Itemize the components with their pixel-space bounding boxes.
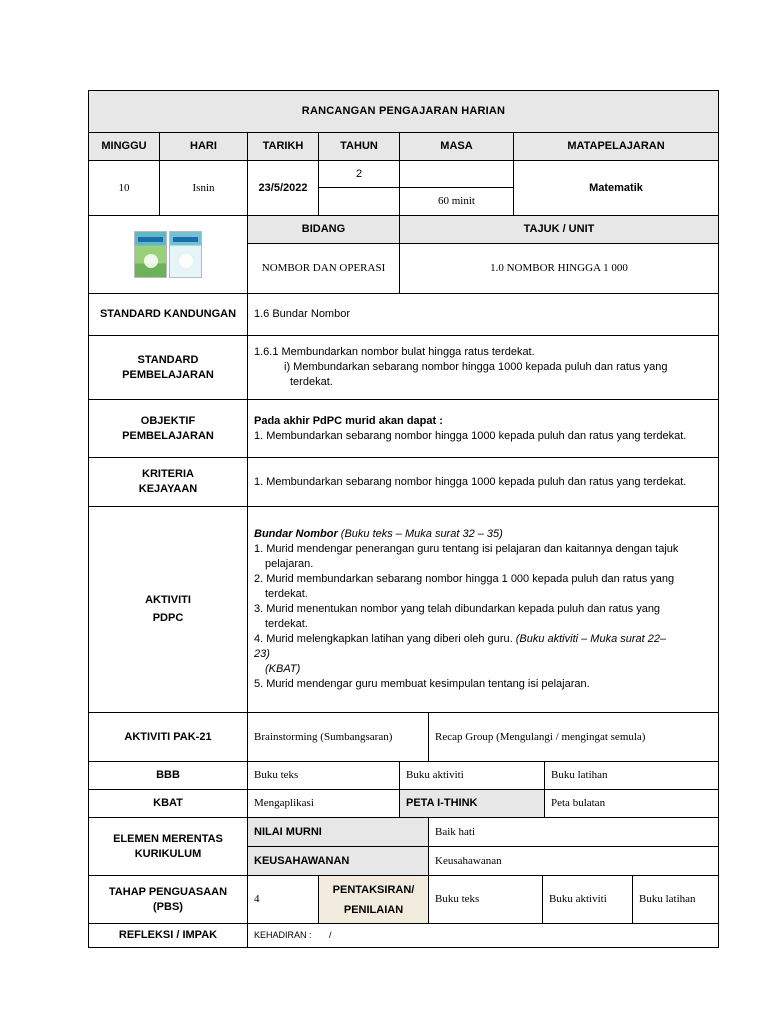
tahun-header: TAHUN xyxy=(319,133,400,161)
pak21-left: Brainstorming (Sumbangsaran) xyxy=(248,713,429,762)
bidang-value: NOMBOR DAN OPERASI xyxy=(248,244,400,294)
tajuk-header: TAJUK / UNIT xyxy=(400,216,719,244)
pbs-item-2: Buku aktiviti xyxy=(543,876,633,924)
tajuk-value: 1.0 NOMBOR HINGGA 1 000 xyxy=(400,244,719,294)
book-covers xyxy=(89,216,248,294)
bbb-label: BBB xyxy=(89,762,248,790)
pentaksiran-label: PENTAKSIRAN/ PENILAIAN xyxy=(319,876,429,924)
pak21-label: AKTIVITI PAK-21 xyxy=(89,713,248,762)
pak21-right: Recap Group (Mengulangi / mengingat semula) xyxy=(429,713,719,762)
nilai-murni-label: NILAI MURNI xyxy=(248,818,429,847)
tahap-value: 4 xyxy=(248,876,319,924)
minggu-value: 10 xyxy=(89,161,160,216)
aktiviti-label: AKTIVITI PDPC xyxy=(89,507,248,713)
emk-label: ELEMEN MERENTAS KURIKULUM xyxy=(89,818,248,876)
matapelajaran-header: MATAPELAJARAN xyxy=(514,133,719,161)
bbb-item-2: Buku aktiviti xyxy=(400,762,545,790)
lesson-plan-table xyxy=(88,90,719,948)
activity-book-cover-icon xyxy=(169,231,202,278)
keusahawanan-label: KEUSAHAWANAN xyxy=(248,847,429,876)
bbb-item-1: Buku teks xyxy=(248,762,400,790)
tahun-blank-cell xyxy=(319,188,400,216)
tarikh-header: TARIKH xyxy=(248,133,319,161)
keusahawanan-value: Keusahawanan xyxy=(429,847,719,876)
kriteria-label: KRITERIA KEJAYAAN xyxy=(89,458,248,507)
masa-blank-cell xyxy=(400,161,514,188)
standard-pembelajaran-value: 1.6.1 Membundarkan nombor bulat hingga ratus terdekat. i) Membundarkan sebarang nombor hingga 1000 kepada puluh dan ratus yang terdekat. xyxy=(248,336,719,400)
kbat-label: KBAT xyxy=(89,790,248,818)
hari-header: HARI xyxy=(160,133,248,161)
masa-header: MASA xyxy=(400,133,514,161)
pbs-item-1: Buku teks xyxy=(429,876,543,924)
pbs-label: TAHAP PENGUASAAN (PBS) xyxy=(89,876,248,924)
pbs-item-3: Buku latihan xyxy=(633,876,719,924)
refleksi-label: REFLEKSI / IMPAK xyxy=(89,924,248,948)
peta-ithink-value: Peta bulatan xyxy=(545,790,719,818)
minggu-header: MINGGU xyxy=(89,133,160,161)
matapelajaran-value: Matematik xyxy=(514,161,719,216)
standard-pembelajaran-label: STANDARD PEMBELAJARAN xyxy=(89,336,248,400)
aktiviti-value: Bundar Nombor (Buku teks – Muka surat 32 – 35) 1. Murid mendengar penerangan guru tentang isi pelajaran dan kaitannya dengan tajuk pelajaran. 2. Murid membundarkan sebarang nombor hingga 1 000 kepada puluh dan ratus yang terdekat. 3. Murid menentukan nombor yang telah dibundarkan kepada puluh dan ratus yang terdekat. 4. Murid melengkapkan latihan yang diberi oleh guru. (Buku aktiviti – Muka surat 22– 23) (KBAT) 5. Murid mendengar guru membuat kesimpulan tentang isi pelajaran. xyxy=(248,507,719,713)
masa-value: 60 minit xyxy=(400,188,514,216)
objektif-value: Pada akhir PdPC murid akan dapat : 1. Membundarkan sebarang nombor hingga 1000 kepada puluh dan ratus yang terdekat. xyxy=(248,400,719,458)
tarikh-value: 23/5/2022 xyxy=(248,161,319,216)
tahun-value: 2 xyxy=(319,161,400,188)
nilai-murni-value: Baik hati xyxy=(429,818,719,847)
textbook-cover-icon xyxy=(134,231,167,278)
kbat-value: Mengaplikasi xyxy=(248,790,400,818)
peta-ithink-label: PETA I-THINK xyxy=(400,790,545,818)
kehadiran-field: KEHADIRAN : / xyxy=(248,924,719,948)
objektif-label: OBJEKTIF PEMBELAJARAN xyxy=(89,400,248,458)
bbb-item-3: Buku latihan xyxy=(545,762,719,790)
standard-kandungan-label: STANDARD KANDUNGAN xyxy=(89,294,248,336)
standard-kandungan-value: 1.6 Bundar Nombor xyxy=(248,294,719,336)
bidang-header: BIDANG xyxy=(248,216,400,244)
hari-value: Isnin xyxy=(160,161,248,216)
document-title: RANCANGAN PENGAJARAN HARIAN xyxy=(89,91,719,133)
kriteria-value: 1. Membundarkan sebarang nombor hingga 1000 kepada puluh dan ratus yang terdekat. xyxy=(248,458,719,507)
